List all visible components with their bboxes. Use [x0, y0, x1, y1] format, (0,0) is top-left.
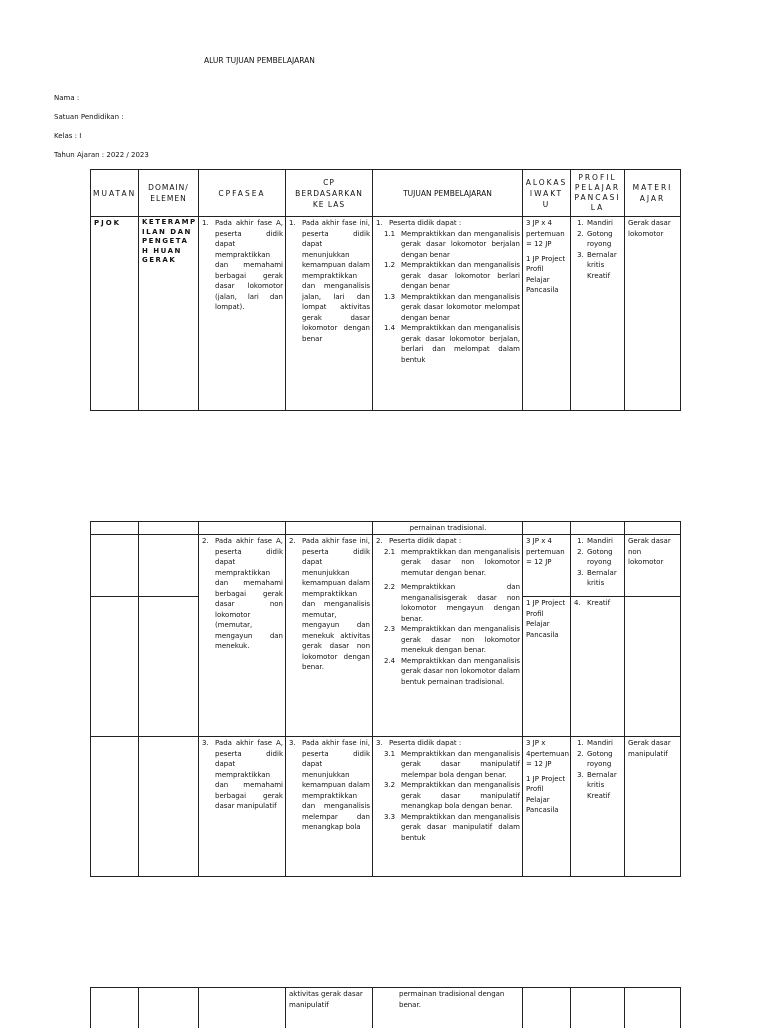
atp-table-page1 [90, 169, 681, 411]
alokasi-cell: 3 JP x 4 pertemuan = 12 JP [523, 535, 571, 597]
profil-item: 2. Gotong royong [586, 749, 622, 770]
header-alokasi: ALOKAS IWAKT U [523, 170, 571, 217]
profil-cell [571, 217, 625, 411]
header-materi: MATERI AJAR [625, 170, 681, 217]
cp-fase-text: Pada akhir fase A, peserta didik dapat mempraktikkan dan memahami berbagai gerak dasar manipulatif [215, 739, 283, 810]
cp-kelas-text: Pada akhir fase ini, peserta didik dapat menunjukkan kemampuan dalam mempraktikkan dan menganalisis memutar, mengayun dan menekuk aktivitas gerak dasar non lokomotor dengan benar. [302, 537, 370, 671]
profil-item: 3. Bernalar kritis [586, 770, 622, 791]
tp-item: 1.2 Mempraktikkan dan menganalisis gerak dasar lokomotor berlari dengan benar [384, 261, 520, 290]
tp-item: 2.2 Mempraktikkan dan menganalisisgerak dasar non lokomotor mengayun dengan benar. [384, 583, 520, 623]
alokasi-jp: 3 JP x 4 pertemuan = 12 JP [526, 219, 565, 248]
tp-item: 1.3 Mempraktikkan dan menganalisis gerak dasar lokomotor melompat dengan benar [384, 292, 520, 322]
header-domain: DOMAIN/ ELEMEN [139, 170, 199, 217]
document-title: ALUR TUJUAN PEMBELAJARAN [204, 56, 315, 65]
tp-continuation: pernainan tradisional. [373, 522, 523, 535]
profil-item: 1. Mandiri [586, 536, 622, 547]
cp-fase-text: Pada akhir fase A, peserta didik dapat mempraktikkan dan memahami berbagai gerak dasar non lokomotor (memutar, mengayun dan menekuk. [215, 537, 283, 650]
kelas-field: Kelas : I [54, 132, 82, 140]
header-cp-kelas: CP BERDASARKAN KE LAS [286, 170, 373, 217]
cp-fase-cell: 2. Pada akhir fase A, peserta didik dapat mempraktikkan dan memahami berbagai gerak dasar non lokomotor (memutar, mengayun dan menekuk. [199, 535, 286, 737]
header-cp-fase: CPFASEA [199, 170, 286, 217]
header-profil: PROFIL PELAJAR PANCASI LA [571, 170, 625, 217]
header-muatan: MUATAN [91, 170, 139, 217]
tujuan-cell: 3. Peserta didik dapat : 3.1 Mempraktikkan dan menganalisis gerak dasar manipulatif melempar bola dengan benar. 3.2 Mempraktikkan dan menganalisis gerak dasar manipulatif menangkap bola dengan benar. 3.3 Mempraktikkan dan menganalisis gerak dasar manipulatif dalam bentuk [373, 737, 523, 877]
cp-kelas-cell: 3. Pada akhir fase ini, peserta didik dapat menunjukkan kemampuan dalam mempraktikkan dan menganalisis melempar dan menangkap bola [286, 737, 373, 877]
alokasi-cell: 1 JP Project Profil Pelajar Pancasila [523, 597, 571, 737]
materi-cell: Gerak dasar manipulatif [625, 737, 681, 877]
cp-kelas-cell: aktivitas gerak dasar manipulatif [286, 988, 373, 1028]
profil-item: 1. Mandiri [586, 218, 622, 229]
profil-item: Kreatif [587, 271, 611, 280]
tp-item: 1.1 Mempraktikkan dan menganalisis gerak dasar lokomotor berjalan dengan benar [384, 229, 520, 259]
tp-item: 2.3 Mempraktikkan dan menganalisis gerak dasar non lokomotor menekuk dengan benar. [384, 625, 520, 654]
tp-intro: Peserta didik dapat : [389, 739, 462, 747]
profil-cell: 4. Kreatif [571, 597, 625, 737]
cp-kelas-cell: 2. Pada akhir fase ini, peserta didik dapat menunjukkan kemampuan dalam mempraktikkan dan menganalisis memutar, mengayun dan menekuk aktivitas gerak dasar non lokomotor dengan benar. [286, 535, 373, 737]
cp-fase-cell: 3. Pada akhir fase A, peserta didik dapat mempraktikkan dan memahami berbagai gerak dasar manipulatif [199, 737, 286, 877]
profil-cell [571, 535, 625, 597]
materi-cell: Gerak dasar lokomotor [625, 217, 681, 411]
tp-item: 3.3 Mempraktikkan dan menganalisis gerak dasar manipulatif dalam bentuk [384, 812, 520, 842]
nama-field: Nama : [54, 94, 80, 102]
muatan-cell: PJOK [91, 217, 139, 411]
atp-table-page3 [90, 987, 681, 1028]
profil-cell [571, 737, 625, 877]
domain-cell: KETERAMP ILAN DAN PENGETA H HUAN GERAK [139, 217, 199, 411]
alokasi-cell [523, 737, 571, 877]
tujuan-cell: 2. Peserta didik dapat : 2.1 mempraktikkan dan menganalisis gerak dasar non lokomotor memutar dengan benar. 2.2 Mempraktikkan dan menganalisisgerak dasar non lokomotor mengayun dengan benar. 2.3 Mempraktikkan dan menganalisis gerak dasar non lokomotor menekuk dengan benar. 2.4 Mempraktikkan dan menganalisis gerak dasar non lokomotor dalam bentuk pernainan tradisional. [373, 535, 523, 737]
materi-cell: Gerak dasar non lokomotor [625, 535, 681, 597]
profil-item: Kreatif [587, 791, 611, 800]
cp-kelas-text: Pada akhir fase ini, peserta didik dapat menunjukkan kemampuan dalam mempraktikkan dan menganalisis melempar dan menangkap bola [302, 739, 370, 831]
profil-item: 1. Mandiri [586, 738, 622, 749]
profil-item: 2. Gotong royong [586, 547, 622, 568]
alokasi-jp: 3 JP x 4pertemuan = 12 JP [526, 739, 570, 768]
profil-item: 3. Bernalar kritis [586, 568, 622, 589]
profil-item: 3. Bernalar kritis [586, 250, 622, 271]
cp-kelas-cell: 1. Pada akhir fase ini, peserta didik dapat menunjukkan kemampuan dalam mempraktikkan dan menganalisis jalan, lari dan lompat aktivitas gerak dasar lokomotor dengan benar [286, 217, 373, 411]
tp-item: 1.4 Mempraktikkan dan menganalisis gerak dasar lokomotor berjalan, berlari dan melompat dalam bentuk [384, 324, 520, 364]
tujuan-cell: 1. Peserta didik dapat : 1.1 Mempraktikkan dan menganalisis gerak dasar lokomotor berjalan dengan benar 1.2 Mempraktikkan dan menganalisis gerak dasar lokomotor berlari dengan benar 1.3 Mempraktikkan dan menganalisis gerak dasar lokomotor melompat dengan benar 1.4 Mempraktikkan dan menganalisis gerak dasar lokomotor berjalan, berlari dan melompat dalam bentuk [373, 217, 523, 411]
cp-fase-cell: 1. Pada akhir fase A, peserta didik dapat mempraktikkan dan memahami berbagai gerak dasar lokomotor (jalan, lari dan lompat). [199, 217, 286, 411]
tp-item: 2.4 Mempraktikkan dan menganalisis gerak dasar non lokomotor dalam bentuk pernainan tradisional. [384, 656, 520, 686]
profil-item: 2. Gotong royong [586, 229, 622, 250]
atp-table-page2 [90, 521, 681, 877]
tp-item: 3.1 Mempraktikkan dan menganalisis gerak dasar manipulatif melempar bola dengan benar. [384, 749, 520, 779]
tp-intro: Peserta didik dapat : [389, 537, 462, 545]
profil-item: Kreatif [587, 599, 611, 607]
alokasi-project: 1 JP Project Profil Pelajar Pancasila [526, 774, 566, 814]
cp-fase-text: Pada akhir fase A, peserta didik dapat mempraktikkan dan memahami berbagai gerak dasar lokomotor (jalan, lari dan lompat). [215, 219, 283, 311]
tahun-ajaran-field: Tahun Ajaran : 2022 / 2023 [54, 151, 149, 159]
header-tujuan: TUJUAN PEMBELAJARAN [373, 170, 523, 217]
satuan-pendidikan-field: Satuan Pendidikan : [54, 113, 124, 121]
tp-item: 2.1 mempraktikkan dan menganalisis gerak dasar non lokomotor memutar dengan benar. [384, 547, 520, 577]
tujuan-cell: permainan tradisional dengan benar. [373, 988, 523, 1028]
tp-intro: Peserta didik dapat : [389, 219, 462, 227]
alokasi-cell [523, 217, 571, 411]
alokasi-project: 1 JP Project Profil Pelajar Pancasila [526, 254, 566, 294]
cp-kelas-text: Pada akhir fase ini, peserta didik dapat menunjukkan kemampuan dalam mempraktikkan dan menganalisis jalan, lari dan lompat aktivitas gerak dasar lokomotor dengan benar [302, 219, 370, 343]
tp-item: 3.2 Mempraktikkan dan menganalisis gerak dasar manipulatif menangkap bola dengan benar. [384, 781, 520, 810]
